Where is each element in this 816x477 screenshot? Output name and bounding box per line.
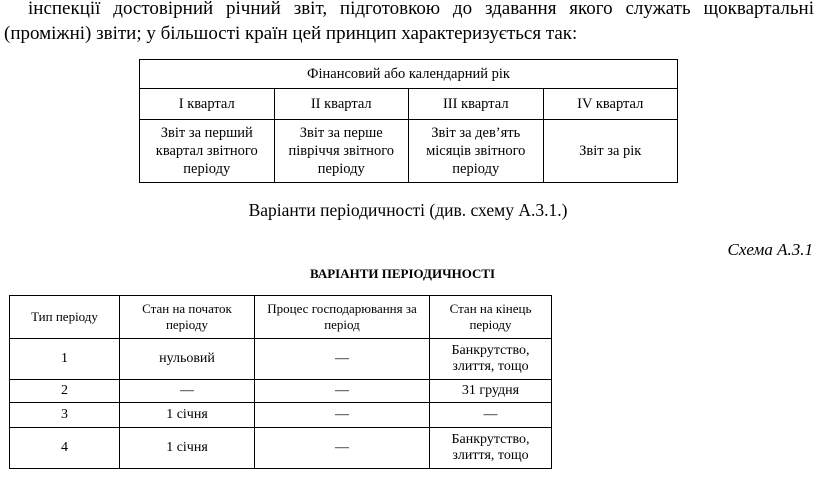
fiscal-year-header: Фінансовий або календарний рік	[140, 60, 678, 89]
quarter-1-cell: І квартал	[140, 89, 275, 120]
header-period-type: Тип періоду	[10, 296, 120, 339]
quarter-4-cell: IV квартал	[543, 89, 678, 120]
cell: —	[120, 380, 255, 403]
table-row	[10, 428, 552, 469]
cell: —	[430, 403, 552, 428]
cell: 1	[10, 339, 120, 380]
report-q1-cell: Звіт за перший квартал звітного періоду	[140, 120, 275, 183]
cell: 3	[10, 403, 120, 428]
schema-label: Схема А.3.1	[727, 240, 813, 259]
cell: —	[255, 403, 430, 428]
table-row	[10, 339, 552, 380]
fiscal-year-table	[139, 59, 678, 183]
table-row	[10, 380, 552, 403]
cell: 1 січня	[120, 428, 255, 469]
report-9m-cell: Звіт за дев’ять місяців звітного періоду	[409, 120, 544, 183]
cell: 2	[10, 380, 120, 403]
periodicity-table-title: ВАРІАНТИ ПЕРІОДИЧНОСТІ	[310, 266, 496, 281]
report-h1-cell: Звіт за перше півріччя звітного періоду	[274, 120, 409, 183]
cell: Банкрутство, злиття, тощо	[430, 428, 552, 469]
caption: Варіанти періодичності (див. схему А.3.1.)	[248, 200, 568, 220]
cell: 31 грудня	[430, 380, 552, 403]
periodicity-table	[9, 295, 552, 469]
quarter-3-cell: ІІІ квартал	[409, 89, 544, 120]
cell: Банкрутство, злиття, тощо	[430, 339, 552, 380]
header-end-state: Стан на кінець періоду	[430, 296, 552, 339]
cell: —	[255, 339, 430, 380]
report-year-cell: Звіт за рік	[543, 120, 678, 183]
header-process: Процес господарювання за період	[255, 296, 430, 339]
quarter-2-cell: ІІ квартал	[274, 89, 409, 120]
cell: —	[255, 380, 430, 403]
cell: —	[255, 428, 430, 469]
header-start-state: Стан на початок періоду	[120, 296, 255, 339]
cell: 4	[10, 428, 120, 469]
table-row	[10, 403, 552, 428]
intro-paragraph: інспекції достовірний річний звіт, підготовкою до здавання якого служать щоквартальні (проміжні) звіти; у більшості країн цей принцип характеризується так:	[4, 0, 814, 44]
cell: нульовий	[120, 339, 255, 380]
cell: 1 січня	[120, 403, 255, 428]
